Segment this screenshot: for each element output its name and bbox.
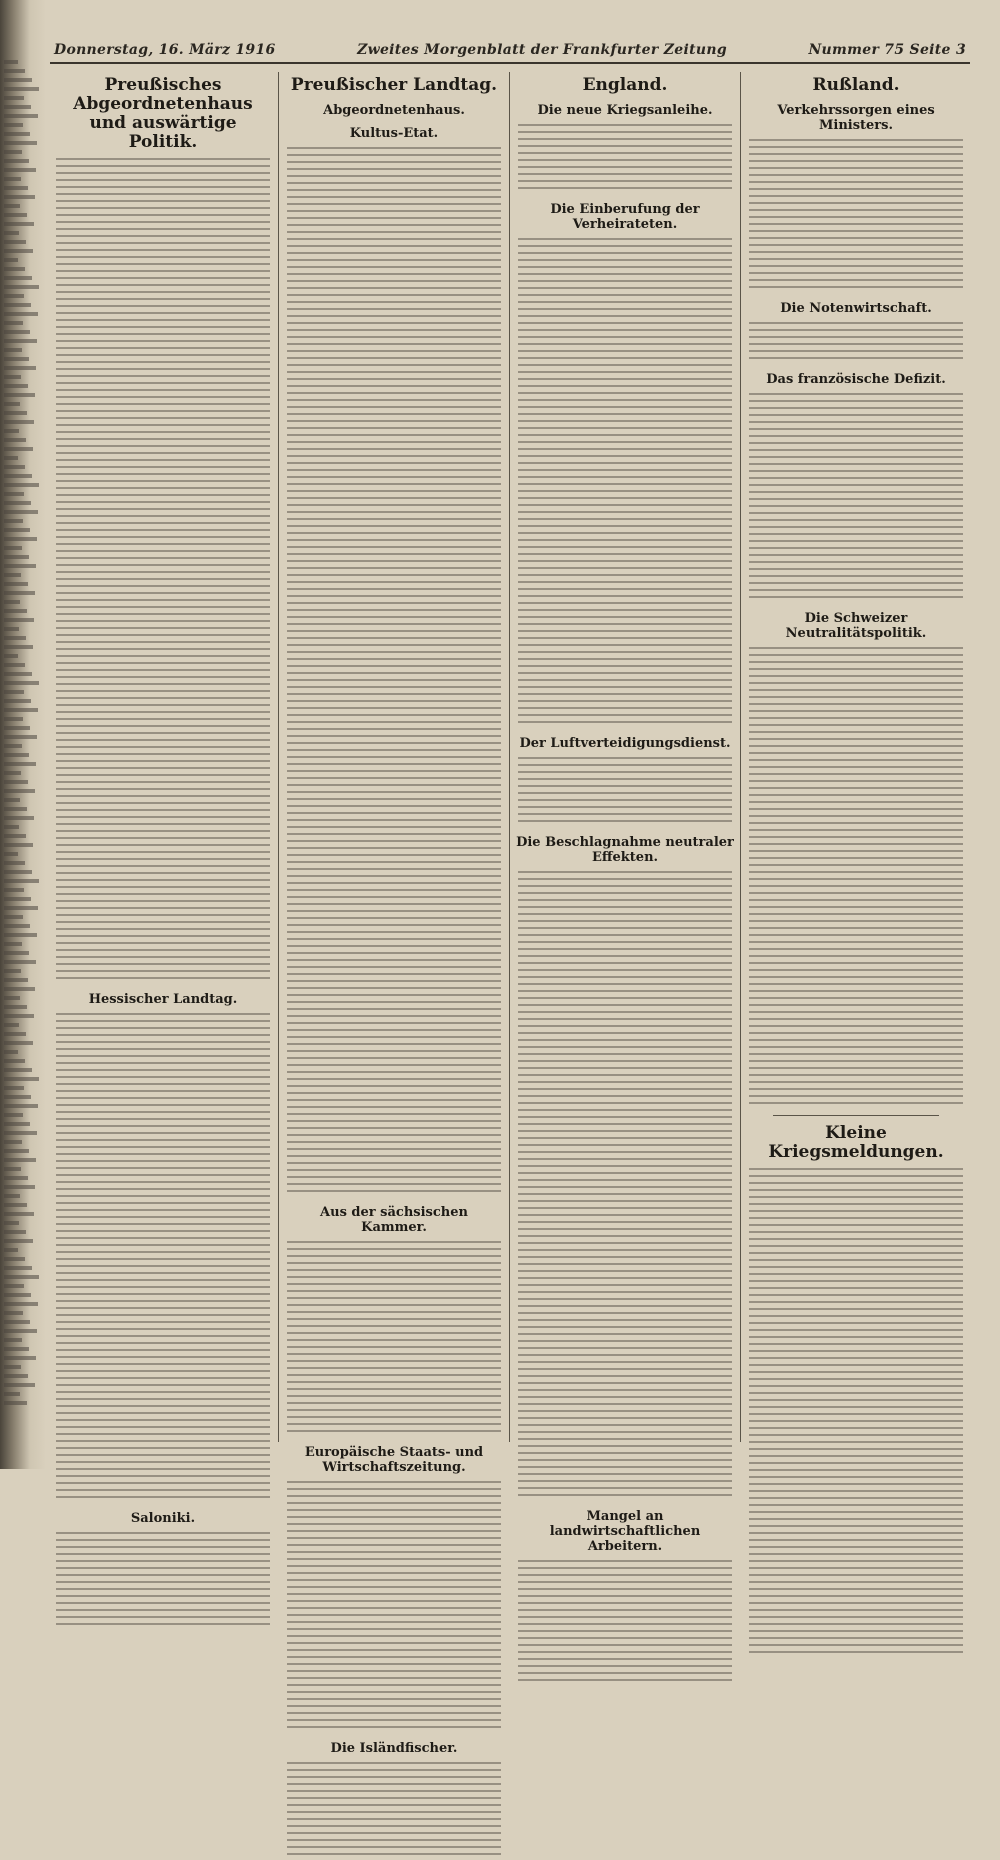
gutter-fragment <box>4 834 26 838</box>
article-subheading: Aus der sächsischen Kammer. <box>320 1205 468 1235</box>
gutter-fragment <box>4 753 29 757</box>
article-body-text <box>287 1241 501 1437</box>
gutter-fragment <box>4 1050 18 1054</box>
gutter-fragment <box>4 1194 20 1198</box>
column-rule <box>509 72 510 1442</box>
article-subheading: Die Schweizer Neutralitätspolitik. <box>785 611 927 641</box>
gutter-fragment <box>4 258 18 262</box>
gutter-fragment <box>4 285 39 289</box>
section-divider <box>773 1115 939 1116</box>
gutter-fragment <box>4 582 28 586</box>
gutter-fragment <box>4 1248 18 1252</box>
article-subheading: Das französische Defizit. <box>766 372 946 387</box>
article-body-text <box>287 1762 501 1860</box>
issue-date: Donnerstag, 16. März 1916 <box>54 42 276 58</box>
gutter-fragment <box>4 249 33 253</box>
gutter-fragment <box>4 1356 36 1360</box>
gutter-fragment <box>4 1122 30 1126</box>
gutter-fragment <box>4 222 34 226</box>
article-headline: Preußischer Landtag. <box>290 75 498 95</box>
gutter-fragment <box>4 330 30 334</box>
gutter-fragment <box>4 501 31 505</box>
gutter-fragment <box>4 1176 28 1180</box>
gutter-fragment <box>4 1392 20 1396</box>
article-body-text <box>56 1013 270 1503</box>
gutter-fragment <box>4 1167 21 1171</box>
gutter-fragment <box>4 1284 24 1288</box>
gutter-fragment <box>4 852 18 856</box>
article-headline: England. <box>582 75 668 95</box>
gutter-fragment <box>4 393 35 397</box>
gutter-fragment <box>4 231 19 235</box>
gutter-fragment <box>4 960 36 964</box>
gutter-fragment <box>4 699 31 703</box>
gutter-fragment <box>4 447 33 451</box>
masthead <box>50 40 970 64</box>
gutter-fragment <box>4 1113 23 1117</box>
article-body-text <box>749 139 963 293</box>
gutter-fragment <box>4 312 38 316</box>
article-body-text <box>56 1532 270 1630</box>
gutter-fragment <box>4 114 38 118</box>
gutter-fragment <box>4 519 23 523</box>
gutter-fragment <box>4 537 37 541</box>
gutter-fragment <box>4 456 18 460</box>
gutter-fragment <box>4 681 39 685</box>
gutter-fragment <box>4 672 32 676</box>
gutter-fragment <box>4 564 36 568</box>
gutter-fragment <box>4 1149 29 1153</box>
gutter-fragment <box>4 366 36 370</box>
article-body-text <box>518 124 732 194</box>
gutter-fragment <box>4 150 22 154</box>
gutter-fragment <box>4 897 31 901</box>
gutter-fragment <box>4 294 24 298</box>
gutter-fragment <box>4 924 30 928</box>
gutter-fragment <box>4 546 22 550</box>
article-body-text <box>287 1481 501 1733</box>
gutter-fragment <box>4 240 26 244</box>
gutter-fragment <box>4 60 18 64</box>
gutter-fragment <box>4 465 25 469</box>
gutter-fragment <box>4 771 21 775</box>
gutter-fragment <box>4 1347 29 1351</box>
gutter-fragment <box>4 132 30 136</box>
article-subheading: Die Isländfischer. <box>330 1741 458 1756</box>
gutter-fragment <box>4 411 27 415</box>
gutter-fragment <box>4 690 24 694</box>
gutter-fragment <box>4 645 33 649</box>
article-subheading: Europäische Staats- und Wirtschaftszeitung. <box>304 1445 484 1475</box>
gutter-fragment <box>4 1203 27 1207</box>
article-subheading: Der Luftverteidigungsdienst. <box>519 736 731 751</box>
gutter-fragment <box>4 1275 39 1279</box>
gutter-fragment <box>4 1023 19 1027</box>
edition-title: Zweites Morgenblatt der Frankfurter Zeitung <box>357 42 727 58</box>
gutter-fragment <box>4 933 37 937</box>
column-rule <box>740 72 741 1442</box>
gutter-fragment <box>4 1095 31 1099</box>
gutter-fragment <box>4 339 37 343</box>
column-1 <box>50 68 276 1526</box>
gutter-fragment <box>4 375 21 379</box>
gutter-fragment <box>4 1239 33 1243</box>
gutter-fragment <box>4 213 27 217</box>
gutter-fragment <box>4 87 39 91</box>
gutter-fragment <box>4 1131 37 1135</box>
article-subheading: Kultus-Etat. <box>349 126 439 141</box>
column-4 <box>743 68 969 1448</box>
gutter-fragment <box>4 762 36 766</box>
gutter-fragment <box>4 357 29 361</box>
gutter-fragment <box>4 1086 24 1090</box>
book-gutter <box>0 0 46 1469</box>
gutter-fragment <box>4 888 24 892</box>
gutter-fragment <box>4 1329 37 1333</box>
gutter-fragment <box>4 528 30 532</box>
article-subheading: Mangel an landwirtschaftlichen Arbeitern. <box>549 1509 701 1554</box>
gutter-fragment <box>4 627 19 631</box>
gutter-fragment <box>4 1005 27 1009</box>
gutter-fragment <box>4 663 25 667</box>
gutter-fragment <box>4 1140 22 1144</box>
article-body-text <box>518 238 732 644</box>
gutter-fragment <box>4 717 23 721</box>
gutter-fragment <box>4 870 32 874</box>
gutter-fragment <box>4 573 21 577</box>
gutter-fragment <box>4 555 29 559</box>
gutter-fragment <box>4 267 25 271</box>
gutter-fragment <box>4 1374 28 1378</box>
gutter-fragment <box>4 1185 35 1189</box>
gutter-fragment <box>4 906 38 910</box>
article-subheading: Die Einberufung der Verheirateten. <box>550 202 700 232</box>
gutter-fragment <box>4 654 18 658</box>
gutter-fragment <box>4 303 31 307</box>
article-body-text <box>749 1168 963 1658</box>
gutter-fragment <box>4 177 21 181</box>
gutter-fragment <box>4 1014 34 1018</box>
gutter-fragment <box>4 915 23 919</box>
gutter-fragment <box>4 1365 21 1369</box>
gutter-fragment <box>4 1320 30 1324</box>
gutter-fragment <box>4 987 35 991</box>
gutter-fragment <box>4 402 20 406</box>
gutter-fragment <box>4 123 23 127</box>
column-3 <box>512 68 738 1554</box>
gutter-fragment <box>4 744 22 748</box>
gutter-fragment <box>4 789 35 793</box>
gutter-fragment <box>4 600 20 604</box>
gutter-fragment <box>4 825 19 829</box>
gutter-fragment <box>4 708 38 712</box>
gutter-fragment <box>4 1104 38 1108</box>
gutter-fragment <box>4 420 34 424</box>
article-headline: Rußland. <box>812 75 900 95</box>
gutter-fragment <box>4 78 32 82</box>
gutter-fragment <box>4 1221 19 1225</box>
gutter-fragment <box>4 492 24 496</box>
gutter-fragment <box>4 1230 26 1234</box>
article-subheading: Saloniki. <box>130 1511 196 1526</box>
gutter-fragment <box>4 321 23 325</box>
article-subheading: Hessischer Landtag. <box>88 992 238 1007</box>
article-body-text <box>518 871 732 1501</box>
gutter-fragment <box>4 1041 33 1045</box>
gutter-fragment <box>4 726 30 730</box>
gutter-fragment <box>4 141 37 145</box>
gutter-fragment <box>4 969 21 973</box>
gutter-fragment <box>4 1158 36 1162</box>
gutter-fragment <box>4 105 31 109</box>
gutter-fragment <box>4 1302 38 1306</box>
column-2 <box>281 68 507 1756</box>
gutter-fragment <box>4 942 22 946</box>
gutter-fragment <box>4 978 28 982</box>
article-columns <box>50 68 970 1756</box>
gutter-fragment <box>4 384 28 388</box>
column-rule <box>278 72 279 1442</box>
gutter-fragment <box>4 348 22 352</box>
gutter-fragment <box>4 474 32 478</box>
article-body-text <box>749 322 963 364</box>
gutter-fragment <box>4 186 28 190</box>
gutter-fragment <box>4 636 26 640</box>
gutter-fragment <box>4 510 38 514</box>
article-body-text <box>749 647 963 1109</box>
gutter-fragment <box>4 1311 23 1315</box>
article-subheading: Verkehrssorgen eines Ministers. <box>777 103 935 133</box>
gutter-fragment <box>4 1293 31 1297</box>
gutter-fragment <box>4 861 25 865</box>
gutter-fragment <box>4 879 39 883</box>
gutter-fragment <box>4 276 32 280</box>
article-subheading: Die Beschlagnahme neutraler Effekten. <box>516 835 734 865</box>
gutter-fragment <box>4 159 29 163</box>
gutter-fragment <box>4 483 39 487</box>
gutter-fragment <box>4 618 34 622</box>
gutter-fragment <box>4 996 20 1000</box>
gutter-fragment <box>4 798 20 802</box>
gutter-fragment <box>4 816 34 820</box>
article-body-text <box>287 147 501 1197</box>
gutter-fragment <box>4 429 19 433</box>
gutter-fragment <box>4 609 27 613</box>
gutter-fragment <box>4 1212 34 1216</box>
gutter-fragment <box>4 1257 25 1261</box>
gutter-fragment <box>4 807 27 811</box>
article-body-text <box>518 644 732 728</box>
article-headline: Kleine Kriegsmeldungen. <box>768 1123 944 1162</box>
gutter-fragment <box>4 591 35 595</box>
gutter-fragment <box>4 1401 27 1405</box>
gutter-fragment <box>4 96 24 100</box>
gutter-fragment <box>4 1068 32 1072</box>
gutter-fragment <box>4 438 26 442</box>
gutter-fragment <box>4 1059 25 1063</box>
gutter-fragment <box>4 843 33 847</box>
article-body-text <box>56 158 270 984</box>
gutter-fragment <box>4 69 25 73</box>
gutter-fragment <box>4 195 35 199</box>
gutter-fragment <box>4 1266 32 1270</box>
gutter-fragment <box>4 1338 22 1342</box>
article-body-text <box>518 757 732 827</box>
newspaper-page <box>50 40 970 1756</box>
article-subheading: Die neue Kriegsanleihe. <box>537 103 713 118</box>
article-body-text <box>518 1560 732 1686</box>
article-subheading: Abgeordnetenhaus. <box>323 103 465 118</box>
article-headline: Preußisches Abgeordnetenhaus und auswärtige Politik. <box>73 75 253 152</box>
gutter-fragment <box>4 780 28 784</box>
gutter-fragment <box>4 168 36 172</box>
gutter-fragment <box>4 1383 35 1387</box>
gutter-fragment <box>4 204 20 208</box>
article-body-text <box>749 393 963 603</box>
gutter-fragment <box>4 1032 26 1036</box>
gutter-fragment <box>4 735 37 739</box>
article-subheading: Die Notenwirtschaft. <box>780 301 932 316</box>
gutter-fragment <box>4 951 29 955</box>
page-number: Nummer 75 Seite 3 <box>808 42 966 58</box>
gutter-fragment <box>4 1077 39 1081</box>
